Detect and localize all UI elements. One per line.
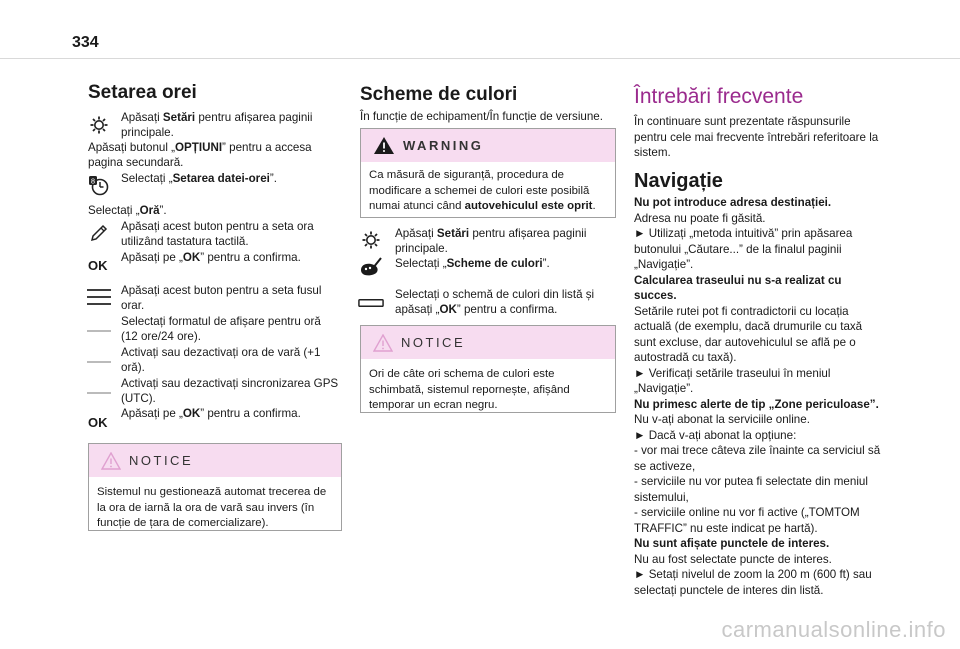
faq-answer-line: Nu au fost selectate puncte de interes. bbox=[634, 552, 832, 566]
faq-answer-line: - vor mai trece câteva zile înainte ca serviciul să bbox=[634, 444, 881, 457]
pencil-icon bbox=[86, 220, 112, 246]
faq-list bbox=[634, 195, 902, 598]
list-menu-icon bbox=[86, 284, 112, 310]
step-text: Apăsați Setări pentru afișarea paginii bbox=[395, 227, 587, 240]
faq-answer-line: - serviciile online nu vor fi active („TOMTOM bbox=[634, 506, 860, 519]
faq-answer-line: ► Setați nivelul de zoom la 200 m (600 ft) sau bbox=[634, 568, 872, 581]
gear-icon bbox=[86, 112, 112, 138]
notice-line: funcție de țara de comercializare). bbox=[97, 517, 269, 529]
gear-icon bbox=[358, 227, 384, 253]
faq-answer-line: TRAFFIC” nu este indicat pe hartă). bbox=[634, 521, 818, 535]
faq-answer-line: se activeze, bbox=[634, 459, 696, 473]
clock-icon bbox=[86, 172, 112, 198]
step-text: Apăsați pe „OK” pentru a confirma. bbox=[121, 251, 301, 264]
faq-question: Calcularea traseului nu s-a realizat cu bbox=[634, 273, 842, 287]
warning-line: Ca măsură de siguranță, procedura de bbox=[369, 169, 565, 181]
faq-question: Nu primesc alerte de tip „Zone periculoase”. bbox=[634, 397, 879, 411]
warning-header bbox=[361, 129, 615, 162]
warning-line: numai atunci când autovehiculul este oprit. bbox=[369, 200, 596, 212]
notice-header bbox=[89, 444, 341, 477]
section-title: Setarea orei bbox=[88, 82, 197, 103]
step-text: Selectați „Scheme de culori”. bbox=[395, 257, 550, 270]
step-text: Selectați formatul de afișare pentru oră bbox=[121, 315, 321, 328]
svg-text:8: 8 bbox=[90, 177, 96, 186]
intro-line: În continuare sunt prezentate răspunsurile bbox=[634, 115, 851, 128]
warning-line: modificare a schemei de culori este posibilă bbox=[369, 184, 590, 197]
list-selection-icon bbox=[358, 290, 384, 316]
faq-answer-line: ► Dacă v-ați abonat la opțiune: bbox=[634, 428, 797, 442]
top-divider bbox=[0, 58, 960, 59]
notice-box bbox=[88, 443, 342, 531]
notice-line: Ori de câte ori schema de culori este bbox=[369, 368, 555, 380]
faq-answer-line: sunt excluse, dar autovehiculul se află pe o bbox=[634, 335, 856, 349]
notice-line: schimbată, sistemul repornește, afișând bbox=[369, 383, 570, 396]
step-text: Selectați o schemă de culori din listă și bbox=[395, 288, 595, 301]
step-text: apăsați „OK” pentru a confirma. bbox=[395, 303, 558, 316]
toggle-line-icon bbox=[86, 349, 112, 375]
intro-paragraph bbox=[634, 114, 878, 161]
faq-answer-line: selectați punctele de interes din listă. bbox=[634, 583, 824, 597]
warning-triangle-icon bbox=[101, 452, 121, 470]
palette-brush-icon bbox=[358, 254, 384, 280]
faq-answer-line: Adresa nu poate fi găsită. bbox=[634, 211, 766, 225]
faq-answer-line: ► Verificați setările traseului în meniul bbox=[634, 366, 831, 380]
faq-answer-line: autostradă cu taxă). bbox=[634, 351, 737, 364]
step-text: Apăsați pe „OK” pentru a confirma. bbox=[121, 407, 301, 420]
step-text: principale. bbox=[395, 242, 448, 255]
step-text: Selectați „Oră”. bbox=[88, 204, 167, 217]
faq-answer-line: „Navigație”. bbox=[634, 258, 694, 271]
watermark: carmanualsonline.info bbox=[721, 617, 946, 642]
step-text: oră). bbox=[121, 361, 145, 374]
page-number: 334 bbox=[72, 34, 99, 51]
step-text: Apăsați acest buton pentru a seta fusul bbox=[121, 284, 322, 297]
notice-line: Sistemul nu gestionează automat trecerea de bbox=[97, 486, 327, 498]
notice-box bbox=[360, 325, 616, 413]
step-text: Apăsați butonul „OPȚIUNI” pentru a accesa bbox=[88, 141, 312, 154]
toggle-line-icon bbox=[86, 380, 112, 406]
warning-title: WARNING bbox=[403, 138, 484, 153]
faq-answer-line: „Navigație”. bbox=[634, 382, 694, 395]
ok-button-glyph: OK bbox=[88, 258, 108, 273]
step-text: pagina secundară. bbox=[88, 156, 184, 169]
notice-title: NOTICE bbox=[129, 453, 194, 468]
notice-body bbox=[89, 477, 341, 540]
notice-line: la ora de iarnă la ora de vară sau invers (în bbox=[97, 501, 315, 514]
intro-line: sistem. bbox=[634, 146, 671, 159]
section-title: Întrebări frecvente bbox=[634, 85, 804, 108]
ok-button-glyph: OK bbox=[88, 415, 108, 430]
step-text: Activați sau dezactivați ora de vară (+1 bbox=[121, 346, 321, 359]
intro-text: În funcție de echipament/În funcție de versiune. bbox=[360, 110, 603, 123]
step-text: (UTC). bbox=[121, 392, 156, 405]
toggle-line-icon bbox=[86, 318, 112, 344]
faq-answer-line: actuală (de exemplu, dacă drumurile cu taxă bbox=[634, 320, 863, 333]
faq-answer-line: Setările rutei pot fi contradictorii cu locația bbox=[634, 304, 849, 318]
faq-question: succes. bbox=[634, 289, 677, 302]
step-text: (12 ore/24 ore). bbox=[121, 330, 201, 343]
step-text: utilizând tastatura tactilă. bbox=[121, 235, 249, 248]
warning-body bbox=[361, 162, 615, 223]
faq-answer-line: Nu v-ați abonat la serviciile online. bbox=[634, 413, 810, 426]
faq-answer-line: sistemului, bbox=[634, 490, 689, 504]
subsection-title: Navigație bbox=[634, 170, 723, 192]
warning-triangle-icon bbox=[373, 334, 393, 352]
warning-box bbox=[360, 128, 616, 218]
warning-triangle-icon bbox=[373, 136, 395, 155]
notice-header bbox=[361, 326, 615, 359]
intro-line: pentru cele mai frecvente întrebări referitoare la bbox=[634, 130, 879, 144]
step-text: Apăsați acest buton pentru a seta ora bbox=[121, 220, 314, 233]
step-text: principale. bbox=[121, 126, 174, 139]
notice-title: NOTICE bbox=[401, 335, 466, 350]
step-text: Apăsați Setări pentru afișarea paginii bbox=[121, 111, 313, 124]
faq-answer-line: butonului „Căutare...” de la finalul paginii bbox=[634, 242, 842, 256]
step-text: Selectați „Setarea datei-orei”. bbox=[121, 172, 277, 185]
faq-question: Nu sunt afișate punctele de interes. bbox=[634, 537, 830, 550]
step-text: Activați sau dezactivați sincronizarea GPS bbox=[121, 377, 339, 390]
section-title: Scheme de culori bbox=[360, 84, 518, 105]
notice-line: temporar un ecran negru. bbox=[369, 399, 498, 411]
faq-answer-line: ► Utilizați „metoda intuitivă” prin apăsarea bbox=[634, 227, 853, 240]
notice-body bbox=[361, 359, 615, 422]
faq-question: Nu pot introduce adresa destinației. bbox=[634, 196, 832, 209]
step-text: orar. bbox=[121, 299, 145, 312]
faq-answer-line: - serviciile nu vor putea fi selectate din meniul bbox=[634, 475, 868, 488]
